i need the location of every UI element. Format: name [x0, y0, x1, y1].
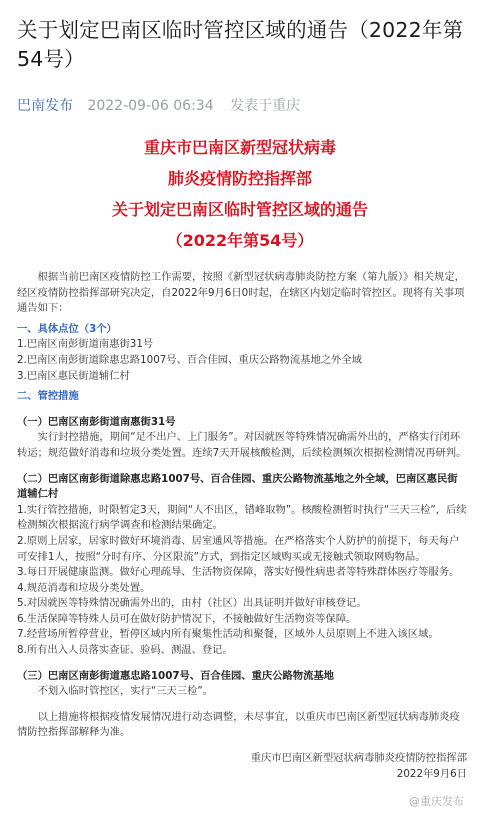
banner-line-4: （2022年第54号）	[166, 231, 314, 250]
article-meta	[17, 95, 300, 115]
measure-item: 7.经营场所暂停营业，暂停区域内所有聚集性活动和聚餐，区域外人员原则上不进入该区域。	[17, 628, 439, 641]
banner-line-1: 重庆市巴南区新型冠状病毒	[143, 138, 336, 157]
subsection-3-heading: （三）巴南区南彭街道惠忠路1007号、百合佳园、重庆公路物流基地	[17, 669, 334, 682]
signature-org: 重庆市巴南区新型冠状病毒肺炎疫情防控指挥部	[250, 752, 467, 765]
notice-body	[17, 270, 467, 782]
banner-line-3: 关于划定巴南区临时管控区域的通告	[111, 200, 368, 219]
point-item: 3.巴南区惠民街道辅仁村	[17, 369, 130, 382]
subsection-1-heading: （一）巴南区南彭街道南惠街31号	[17, 415, 176, 428]
section-1-heading: 一、具体点位（3个）	[17, 322, 117, 335]
section-2-heading: 二、管控措施	[17, 390, 79, 403]
publish-datetime: 2022-09-06 06:34	[87, 98, 214, 114]
subsection-3-text: 不划入临时管控区，实行“三天三检”。	[37, 685, 214, 698]
source-link[interactable]: 巴南发布	[17, 98, 73, 114]
measure-item: 6.生活保障等特殊人员可在做好防护情况下，不接触做好生活物资等保障。	[17, 612, 357, 625]
closing-paragraph: 以上措施将根据疫情发展情况进行动态调整，未尽事宜，以重庆市巴南区新型冠状病毒肺炎疫情防控指挥部解释为准。	[17, 710, 460, 739]
banner-line-2: 肺炎疫情防控指挥部	[167, 169, 312, 188]
measure-item: 1.实行管控措施，时限暂定3天，期间“人不出区，错峰取物”。核酸检测暂时执行“三天三检”，后续检测频次根据流行病学调查和检测结果确定。	[17, 503, 467, 532]
measure-item: 4.规范消毒和垃圾分类处置。	[17, 581, 151, 594]
measure-item: 2.原则上居家，居家时做好环境消毒、居室通风等措施。在严格落实个人防护的前提下，每天每户可安排1人，按照“分时有序、分区限流”方式，到指定区域购买或无接触式领取网购物品。	[17, 534, 460, 563]
subsection-2-heading: （二）巴南区南彭街道除惠忠路1007号、百合佳园、重庆公路物流基地之外全域，巴南区惠民街道辅仁村	[17, 472, 458, 501]
article-title: 关于划定巴南区临时管控区域的通告（2022年第54号）	[17, 18, 464, 71]
publish-location: 发表于重庆	[230, 98, 301, 114]
measure-item: 3.每日开展健康监测。做好心理疏导、生活物资保障，落实好慢性病患者等特殊群体医疗等服务。	[17, 566, 460, 579]
measure-item: 8.所有出入人员落实查证、验码、测温、登记。	[17, 644, 233, 657]
subsection-1-text: 实行封控措施，期间“足不出户、上门服务”。对因就医等特殊情况确需外出的，严格实行闭环转运；规范做好消毒和垃圾分类处置。连续7天开展核酸检测，后续检测频次根据检测情况再研判。	[17, 431, 467, 459]
point-item: 2.巴南区南彭街道除惠忠路1007号、百合佳园、重庆公路物流基地之外全域	[17, 353, 362, 366]
intro-paragraph: 根据当前巴南区疫情防控工作需要，按照《新型冠状病毒肺炎防控方案（第九版）》相关规定，经区疫情防控指挥部研究决定，自2022年9月6日0时起，在辖区内划定临时管控区。现将有关事项通告如下：	[17, 271, 465, 315]
measure-item: 5.对因就医等特殊情况确需外出的，由村（社区）出具证明并做好审核登记。	[17, 597, 367, 610]
point-item: 1.巴南区南彭街道南惠街31号	[17, 338, 154, 351]
signature-date: 2022年9月6日	[396, 767, 467, 780]
notice-banner	[0, 132, 480, 256]
weibo-watermark: @重庆发布	[409, 795, 464, 808]
